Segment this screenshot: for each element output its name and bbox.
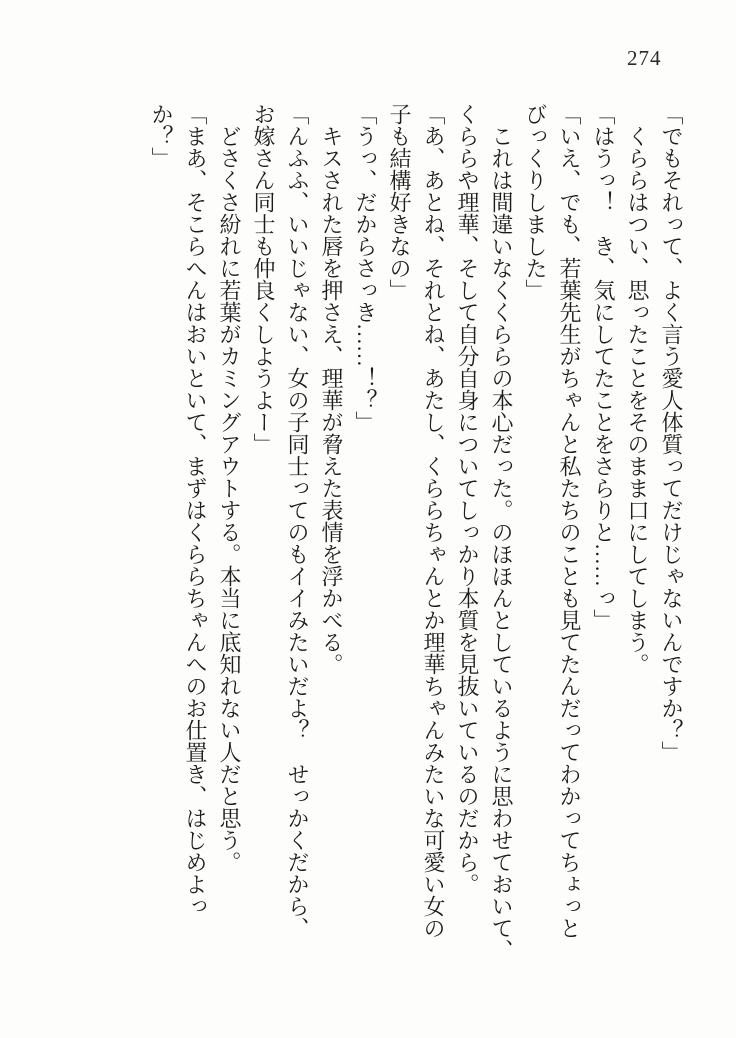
page-number: 274 [627, 46, 662, 70]
text-line: キスされた唇を押さえ、理華が脅えた表情を浮かべる。 [319, 103, 344, 675]
text-line: 「あ、あとね、それとね、あたし、くららちゃんとか理華ちゃんみたいな可愛い女の [421, 103, 446, 939]
text-line: 「んふふ、いいじゃない、女の子同士ってのもイイみたいだよ？ せっかくだから、 [285, 103, 310, 939]
text-line: 「まあ、そこらへんはおいといて、まずはくららちゃんへのお仕置き、はじめよっ [183, 103, 208, 917]
text-line: か？」 [149, 103, 174, 169]
text-line: びっくりしました」 [523, 103, 548, 301]
vertical-text-block [144, 103, 688, 961]
text-line: お嫁さん同士も仲良くしようよー」 [251, 103, 276, 455]
text-line: 「はうっ！ き、気にしてたことをさらりと……っ」 [591, 103, 616, 631]
text-line: 「うっ、だからさっき……！？」 [353, 103, 378, 433]
text-line: くららはつい、思ったことをそのまま口にしてしまう。 [625, 103, 650, 675]
text-line: どさくさ紛れに若葉がカミングアウトする。本当に底知れない人だと思う。 [217, 103, 242, 873]
text-line: 「でもそれって、よく言う愛人体質ってだけじゃないんですか？」 [659, 103, 684, 763]
text-line: 「いえ、でも、若葉先生がちゃんと私たちのことも見てたんだってわかってちょっと [557, 103, 582, 939]
text-line: これは間違いなくくららの本心だった。のほほんとしているように思わせておいて、 [489, 103, 514, 961]
text-line: 子も結構好きなの」 [387, 103, 412, 301]
text-line: くららや理華、そして自分自身についてしっかり本質を見抜いているのだから。 [455, 103, 480, 895]
